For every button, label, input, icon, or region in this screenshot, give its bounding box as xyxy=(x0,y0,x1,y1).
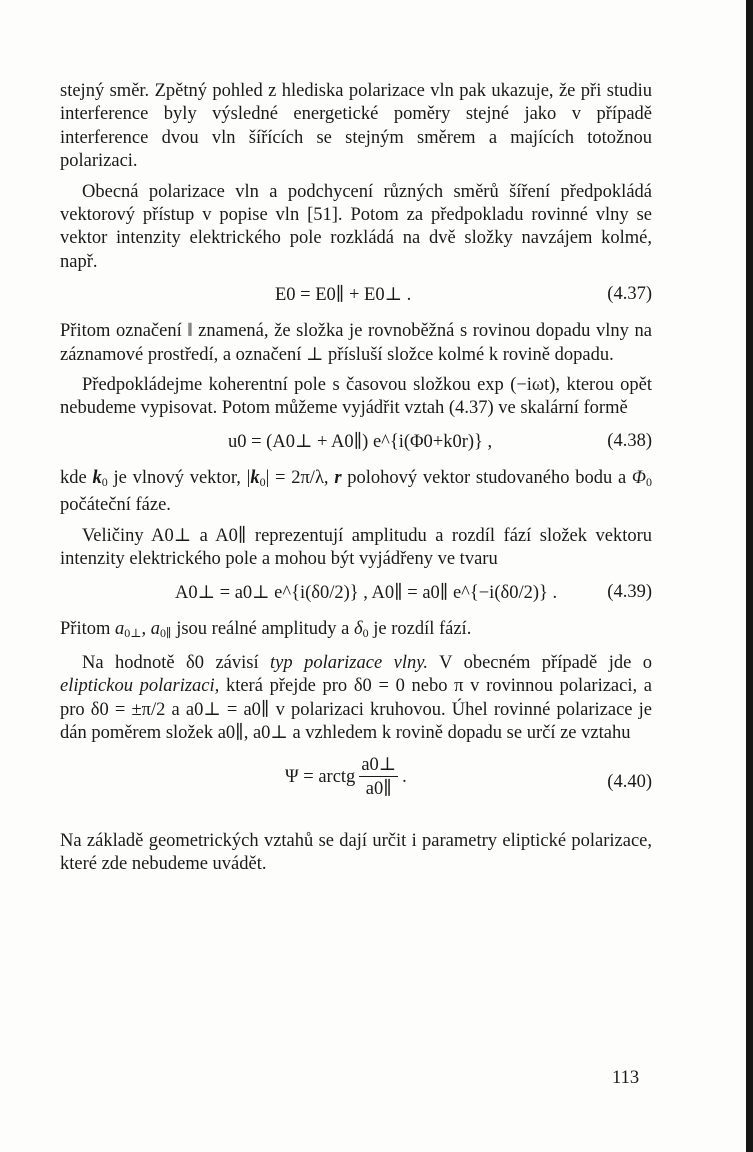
paragraph-1: stejný směr. Zpětný pohled z hlediska polarizace vln pak ukazuje, že při studiu interference byly výsledné energetické poměry stejné jako v případě interference dvou vln šířících se stejným směrem a majících totožnou polarizaci. xyxy=(60,81,652,172)
paragraph-2: Obecná polarizace vln a podchycení různých směrů šíření předpokládá vektorový přístup v popise vln [51]. Potom za předpokladu rovinné vlny se vektor intenzity elektrického pole rozkládá na dvě složky navzájem kolmé, např. xyxy=(60,181,652,272)
paragraph-7 xyxy=(60,618,652,645)
p7-sub-1: 0⊥ xyxy=(124,625,142,640)
paragraph-9: Na základě geometrických vztahů se dají určit i parametry eliptické polarizace, které zde nebudeme uvádět. xyxy=(60,830,652,874)
page-edge-shadow xyxy=(746,0,753,1152)
equation-4-40-fraction xyxy=(359,754,398,801)
p5-k-vector: k xyxy=(92,467,102,488)
p7-text-4: je rozdíl fází. xyxy=(368,618,472,639)
p5-text-1: kde xyxy=(60,467,93,488)
equation-4-40 xyxy=(60,746,652,830)
equation-4-40-denominator: a0∥ xyxy=(365,778,392,799)
p7-a: a xyxy=(115,618,125,639)
equation-4-40-lhs: Ψ = arctg xyxy=(285,766,356,787)
paragraph-4: Předpokládejme koherentní pole s časovou složkou exp (−iωt), kterou opět nebudeme vypisovat. Potom můžeme vyjádřit vztah (4.37) ve skalární formě xyxy=(60,375,652,419)
p5-text-2: je vlnový vektor, | xyxy=(107,467,251,488)
paragraph-3: Přitom označení ‖ znamená, že složka je rovnoběžná s rovinou dopadu vlny na záznamové prostředí, a označení ⊥ přísluší složce kolmé k rovině dopadu. xyxy=(60,321,652,365)
equation-4-37-math: E0 = E0∥ + E0⊥ . xyxy=(275,285,412,306)
p5-k-vector-2: k xyxy=(250,467,260,488)
p5-sub-2: 0 xyxy=(646,474,653,489)
equation-4-39-math: A0⊥ = a0⊥ e^{i(δ0/2)} , A0∥ = a0∥ e^{−i(δ0/2)} . xyxy=(175,582,558,603)
p7-text-1: Přitom xyxy=(60,618,115,639)
p5-sub-0: 0 xyxy=(101,474,108,489)
p8-emphasis-2: eliptickou polarizaci, xyxy=(60,676,220,697)
p8-emphasis-1: typ polarizace vlny. xyxy=(270,652,429,673)
page-number: 113 xyxy=(612,1068,640,1088)
p8-text-1: Na hodnotě δ0 závisí xyxy=(82,652,271,673)
p5-text-4: polohový vektor studovaného bodu a xyxy=(341,467,632,488)
p5-sub-1: 0 xyxy=(259,474,266,489)
book-page xyxy=(60,80,652,876)
p5-text-3: | = 2π/λ, xyxy=(265,467,335,488)
equation-4-39-number: (4.39) xyxy=(607,581,652,602)
p7-delta: δ xyxy=(353,618,363,639)
equation-4-40-tail: . xyxy=(402,766,407,787)
equation-4-40-numerator: a0⊥ xyxy=(361,754,397,775)
p7-a-2: a xyxy=(150,618,161,639)
equation-4-40-math xyxy=(285,754,407,801)
equation-4-40-number: (4.40) xyxy=(607,771,652,792)
paragraph-8 xyxy=(60,652,652,746)
paragraph-6: Veličiny A0⊥ a A0∥ reprezentují amplitudu a rozdíl fází složek vektoru intenzity elektrického pole a mohou být vyjádřeny ve tvaru xyxy=(60,525,652,570)
equation-4-37 xyxy=(60,274,652,320)
p7-sub-3: 0 xyxy=(362,625,369,640)
equation-4-38 xyxy=(60,421,652,467)
equation-4-39 xyxy=(60,572,652,618)
paragraph-5 xyxy=(60,467,652,518)
p8-text-3: která přejde pro δ0 = 0 nebo π v rovinnou polarizaci, a pro δ0 = ±π/2 a a0⊥ = a0∥ v polarizaci kruhovou. Úhel rovinné polarizace je dán poměrem složek a0∥, a0⊥ a vzhledem k rovině dopadu se určí ze vztahu xyxy=(60,676,652,744)
equation-4-38-number: (4.38) xyxy=(607,430,652,451)
p7-text-2: , xyxy=(141,618,151,639)
p7-text-3: jsou reálné amplitudy a xyxy=(171,618,354,639)
p7-sub-2: 0∥ xyxy=(160,625,172,640)
equation-4-37-number: (4.37) xyxy=(607,284,652,305)
p5-phi: Φ xyxy=(631,467,647,488)
p5-r-vector: r xyxy=(334,467,342,488)
p8-text-2: V obecném případě jde o xyxy=(428,652,652,673)
equation-4-38-math: u0 = (A0⊥ + A0∥) e^{i(Φ0+k0r)} , xyxy=(228,431,493,452)
p5-text-5: počáteční fáze. xyxy=(60,495,171,516)
